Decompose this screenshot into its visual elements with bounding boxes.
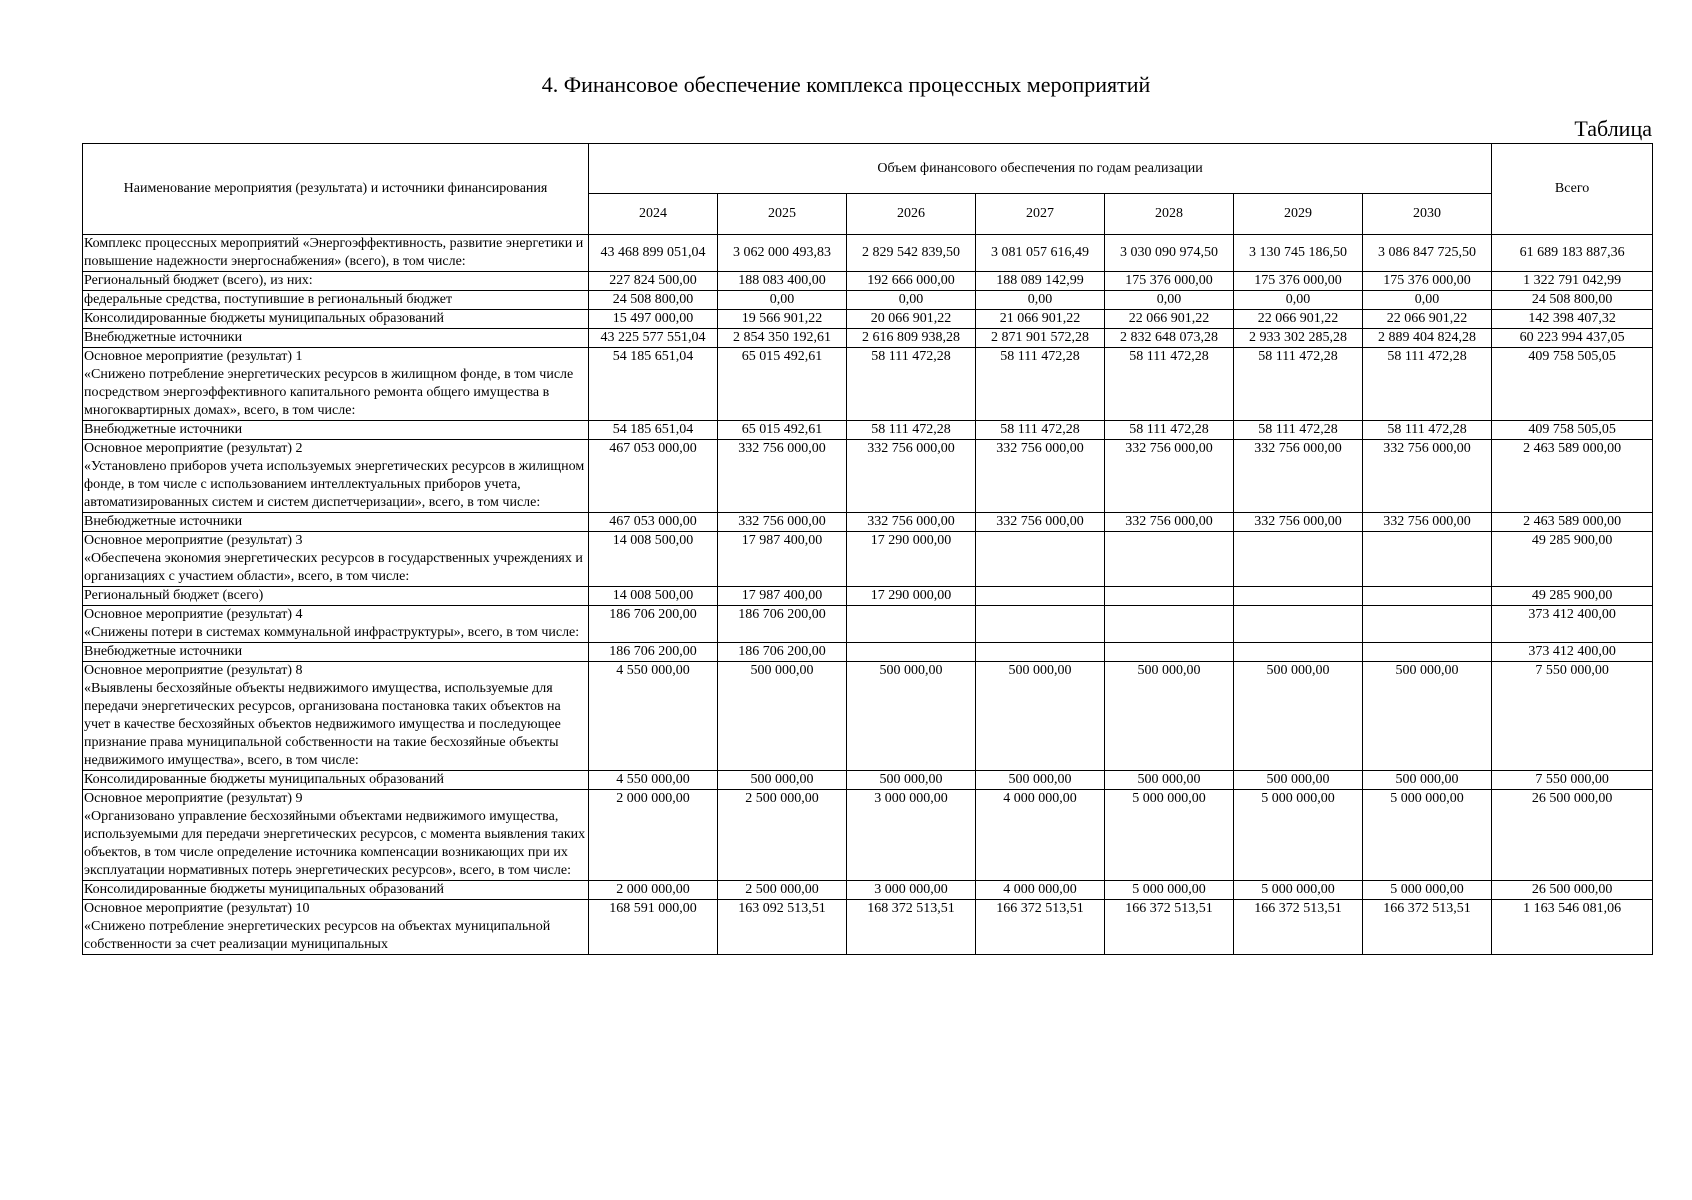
total-cell: 373 412 400,00 xyxy=(1492,606,1653,643)
row-name-cell: Региональный бюджет (всего), из них: xyxy=(83,272,589,291)
row-name-cell: Основное мероприятие (результат) 1 «Снижено потребление энергетических ресурсов в жилищном фонде, в том числе посредством энергоэффективного капитального ремонта общего имущества в многоквартирных домах», всего, в том числе: xyxy=(83,348,589,421)
value-cell: 3 081 057 616,49 xyxy=(976,235,1105,272)
value-cell: 332 756 000,00 xyxy=(847,440,976,513)
value-cell: 500 000,00 xyxy=(1105,771,1234,790)
value-cell: 58 111 472,28 xyxy=(1234,421,1363,440)
value-cell: 186 706 200,00 xyxy=(718,606,847,643)
value-cell: 4 000 000,00 xyxy=(976,881,1105,900)
value-cell: 22 066 901,22 xyxy=(1105,310,1234,329)
value-cell: 188 083 400,00 xyxy=(718,272,847,291)
table-row xyxy=(83,310,1653,329)
row-name-cell: Консолидированные бюджеты муниципальных образований xyxy=(83,310,589,329)
value-cell: 332 756 000,00 xyxy=(976,513,1105,532)
value-cell: 4 550 000,00 xyxy=(589,662,718,771)
table-row xyxy=(83,513,1653,532)
value-cell: 2 889 404 824,28 xyxy=(1363,329,1492,348)
row-name-cell: Основное мероприятие (результат) 9 «Организовано управление бесхозяйными объектами недвижимого имущества, используемыми для передачи энергетических ресурсов, с момента выявления таких объектов, в том числе определение источника компенсации возникающих при их эксплуатации нормативных потерь энергетических ресурсов», всего, в том числе: xyxy=(83,790,589,881)
row-name-cell: Основное мероприятие (результат) 2 «Установлено приборов учета используемых энергетических ресурсов в жилищном фонде, в том числе с использованием интеллектуальных приборов учета, автоматизированных систем и систем диспетчеризации», всего, в том числе: xyxy=(83,440,589,513)
value-cell: 166 372 513,51 xyxy=(1234,900,1363,955)
row-name-cell: Внебюджетные источники xyxy=(83,329,589,348)
value-cell: 17 987 400,00 xyxy=(718,532,847,587)
value-cell: 332 756 000,00 xyxy=(1105,513,1234,532)
value-cell xyxy=(976,606,1105,643)
value-cell: 4 000 000,00 xyxy=(976,790,1105,881)
total-cell: 49 285 900,00 xyxy=(1492,587,1653,606)
table-row xyxy=(83,291,1653,310)
value-cell: 332 756 000,00 xyxy=(1363,513,1492,532)
value-cell: 5 000 000,00 xyxy=(1105,881,1234,900)
value-cell: 5 000 000,00 xyxy=(1234,881,1363,900)
value-cell: 2 854 350 192,61 xyxy=(718,329,847,348)
value-cell: 186 706 200,00 xyxy=(589,606,718,643)
table-row xyxy=(83,771,1653,790)
value-cell: 17 290 000,00 xyxy=(847,587,976,606)
value-cell: 500 000,00 xyxy=(847,771,976,790)
value-cell xyxy=(976,643,1105,662)
value-cell: 186 706 200,00 xyxy=(589,643,718,662)
total-cell: 49 285 900,00 xyxy=(1492,532,1653,587)
table-row xyxy=(83,235,1653,272)
value-cell xyxy=(847,643,976,662)
value-cell xyxy=(1234,532,1363,587)
total-cell: 142 398 407,32 xyxy=(1492,310,1653,329)
value-cell: 332 756 000,00 xyxy=(718,513,847,532)
total-cell: 2 463 589 000,00 xyxy=(1492,440,1653,513)
value-cell: 2 000 000,00 xyxy=(589,881,718,900)
value-cell: 2 871 901 572,28 xyxy=(976,329,1105,348)
value-cell: 2 616 809 938,28 xyxy=(847,329,976,348)
value-cell: 58 111 472,28 xyxy=(847,421,976,440)
value-cell: 175 376 000,00 xyxy=(1363,272,1492,291)
value-cell: 227 824 500,00 xyxy=(589,272,718,291)
column-header-years-group: Объем финансового обеспечения по годам реализации xyxy=(589,144,1492,194)
value-cell: 175 376 000,00 xyxy=(1234,272,1363,291)
value-cell xyxy=(1363,643,1492,662)
value-cell: 166 372 513,51 xyxy=(976,900,1105,955)
value-cell: 17 290 000,00 xyxy=(847,532,976,587)
value-cell xyxy=(1105,587,1234,606)
value-cell: 500 000,00 xyxy=(718,662,847,771)
table-row xyxy=(83,587,1653,606)
table-row xyxy=(83,421,1653,440)
value-cell: 500 000,00 xyxy=(1363,662,1492,771)
table-row xyxy=(83,881,1653,900)
value-cell: 332 756 000,00 xyxy=(1234,513,1363,532)
value-cell: 2 832 648 073,28 xyxy=(1105,329,1234,348)
table-body xyxy=(83,235,1653,955)
value-cell: 58 111 472,28 xyxy=(1363,421,1492,440)
column-header-year: 2027 xyxy=(976,194,1105,235)
value-cell xyxy=(976,587,1105,606)
value-cell xyxy=(1105,643,1234,662)
table-row xyxy=(83,532,1653,587)
column-header-year: 2029 xyxy=(1234,194,1363,235)
value-cell: 0,00 xyxy=(1363,291,1492,310)
total-cell: 1 322 791 042,99 xyxy=(1492,272,1653,291)
value-cell: 5 000 000,00 xyxy=(1234,790,1363,881)
value-cell: 2 500 000,00 xyxy=(718,881,847,900)
value-cell: 163 092 513,51 xyxy=(718,900,847,955)
value-cell xyxy=(1105,606,1234,643)
value-cell: 168 591 000,00 xyxy=(589,900,718,955)
total-cell: 409 758 505,05 xyxy=(1492,421,1653,440)
table-row xyxy=(83,329,1653,348)
value-cell: 332 756 000,00 xyxy=(1363,440,1492,513)
page-title: 4. Финансовое обеспечение комплекса процессных мероприятий xyxy=(541,72,1151,97)
value-cell: 0,00 xyxy=(1234,291,1363,310)
value-cell: 500 000,00 xyxy=(1234,771,1363,790)
value-cell: 58 111 472,28 xyxy=(1363,348,1492,421)
value-cell: 332 756 000,00 xyxy=(847,513,976,532)
value-cell: 15 497 000,00 xyxy=(589,310,718,329)
total-cell: 26 500 000,00 xyxy=(1492,790,1653,881)
value-cell: 0,00 xyxy=(976,291,1105,310)
value-cell: 175 376 000,00 xyxy=(1105,272,1234,291)
value-cell xyxy=(847,606,976,643)
financing-table xyxy=(82,143,1653,955)
total-cell: 26 500 000,00 xyxy=(1492,881,1653,900)
value-cell xyxy=(1363,606,1492,643)
row-name-cell: Внебюджетные источники xyxy=(83,643,589,662)
value-cell: 500 000,00 xyxy=(1363,771,1492,790)
total-cell: 373 412 400,00 xyxy=(1492,643,1653,662)
value-cell: 332 756 000,00 xyxy=(976,440,1105,513)
value-cell: 3 130 745 186,50 xyxy=(1234,235,1363,272)
value-cell xyxy=(1234,606,1363,643)
value-cell: 58 111 472,28 xyxy=(976,348,1105,421)
value-cell: 168 372 513,51 xyxy=(847,900,976,955)
row-name-cell: Консолидированные бюджеты муниципальных образований xyxy=(83,881,589,900)
row-name-cell: Основное мероприятие (результат) 3 «Обеспечена экономия энергетических ресурсов в государственных учреждениях и организациях с участием области», всего, в том числе: xyxy=(83,532,589,587)
value-cell: 500 000,00 xyxy=(1105,662,1234,771)
value-cell: 500 000,00 xyxy=(976,662,1105,771)
column-header-total: Всего xyxy=(1492,144,1653,235)
value-cell: 43 225 577 551,04 xyxy=(589,329,718,348)
row-name-cell: Основное мероприятие (результат) 8 «Выявлены бесхозяйные объекты недвижимого имущества, используемые для передачи энергетических ресурсов, организована постановка таких объектов на учет в качестве бесхозяйных объектов недвижимого имущества и последующее признание права муниципальной собственности на такие бесхозяйные объекты недвижимого имущества», всего, в том числе: xyxy=(83,662,589,771)
value-cell xyxy=(1363,587,1492,606)
total-cell: 61 689 183 887,36 xyxy=(1492,235,1653,272)
value-cell: 58 111 472,28 xyxy=(1105,348,1234,421)
value-cell: 4 550 000,00 xyxy=(589,771,718,790)
value-cell: 2 829 542 839,50 xyxy=(847,235,976,272)
table-caption: Таблица xyxy=(1574,116,1652,141)
table-row xyxy=(83,440,1653,513)
row-name-cell: Основное мероприятие (результат) 4 «Снижены потери в системах коммунальной инфраструктуры», всего, в том числе: xyxy=(83,606,589,643)
table-row xyxy=(83,643,1653,662)
value-cell: 500 000,00 xyxy=(976,771,1105,790)
total-cell: 2 463 589 000,00 xyxy=(1492,513,1653,532)
table-row xyxy=(83,900,1653,955)
row-name-cell: Консолидированные бюджеты муниципальных образований xyxy=(83,771,589,790)
value-cell: 166 372 513,51 xyxy=(1105,900,1234,955)
value-cell: 58 111 472,28 xyxy=(1105,421,1234,440)
value-cell: 22 066 901,22 xyxy=(1363,310,1492,329)
value-cell: 22 066 901,22 xyxy=(1234,310,1363,329)
value-cell: 3 086 847 725,50 xyxy=(1363,235,1492,272)
value-cell: 19 566 901,22 xyxy=(718,310,847,329)
value-cell: 58 111 472,28 xyxy=(847,348,976,421)
value-cell xyxy=(1234,643,1363,662)
value-cell: 332 756 000,00 xyxy=(1105,440,1234,513)
value-cell: 5 000 000,00 xyxy=(1363,881,1492,900)
value-cell: 14 008 500,00 xyxy=(589,532,718,587)
value-cell xyxy=(1234,587,1363,606)
value-cell: 3 000 000,00 xyxy=(847,881,976,900)
value-cell: 192 666 000,00 xyxy=(847,272,976,291)
total-cell: 7 550 000,00 xyxy=(1492,662,1653,771)
value-cell: 0,00 xyxy=(847,291,976,310)
value-cell: 5 000 000,00 xyxy=(1105,790,1234,881)
value-cell: 332 756 000,00 xyxy=(1234,440,1363,513)
value-cell: 54 185 651,04 xyxy=(589,348,718,421)
value-cell: 166 372 513,51 xyxy=(1363,900,1492,955)
row-name-cell: Внебюджетные источники xyxy=(83,421,589,440)
value-cell: 500 000,00 xyxy=(718,771,847,790)
value-cell: 0,00 xyxy=(1105,291,1234,310)
total-cell: 7 550 000,00 xyxy=(1492,771,1653,790)
value-cell: 65 015 492,61 xyxy=(718,348,847,421)
value-cell xyxy=(1105,532,1234,587)
total-cell: 409 758 505,05 xyxy=(1492,348,1653,421)
value-cell: 24 508 800,00 xyxy=(589,291,718,310)
table-header-row xyxy=(83,144,1653,194)
value-cell: 54 185 651,04 xyxy=(589,421,718,440)
table-row xyxy=(83,606,1653,643)
value-cell: 3 030 090 974,50 xyxy=(1105,235,1234,272)
row-name-cell: Внебюджетные источники xyxy=(83,513,589,532)
total-cell: 60 223 994 437,05 xyxy=(1492,329,1653,348)
column-header-year: 2030 xyxy=(1363,194,1492,235)
value-cell: 186 706 200,00 xyxy=(718,643,847,662)
value-cell: 21 066 901,22 xyxy=(976,310,1105,329)
value-cell: 500 000,00 xyxy=(847,662,976,771)
value-cell: 43 468 899 051,04 xyxy=(589,235,718,272)
column-header-year: 2028 xyxy=(1105,194,1234,235)
value-cell: 17 987 400,00 xyxy=(718,587,847,606)
value-cell: 3 062 000 493,83 xyxy=(718,235,847,272)
value-cell: 0,00 xyxy=(718,291,847,310)
table-row xyxy=(83,348,1653,421)
value-cell: 500 000,00 xyxy=(1234,662,1363,771)
value-cell: 467 053 000,00 xyxy=(589,440,718,513)
row-name-cell: Основное мероприятие (результат) 10 «Снижено потребление энергетических ресурсов на объектах муниципальной собственности за счет реализации муниципальных xyxy=(83,900,589,955)
value-cell: 2 000 000,00 xyxy=(589,790,718,881)
row-name-cell: Региональный бюджет (всего) xyxy=(83,587,589,606)
column-header-year: 2026 xyxy=(847,194,976,235)
value-cell xyxy=(1363,532,1492,587)
value-cell: 467 053 000,00 xyxy=(589,513,718,532)
value-cell: 65 015 492,61 xyxy=(718,421,847,440)
value-cell: 14 008 500,00 xyxy=(589,587,718,606)
value-cell: 58 111 472,28 xyxy=(1234,348,1363,421)
column-header-name: Наименование мероприятия (результата) и источники финансирования xyxy=(83,144,589,235)
value-cell xyxy=(976,532,1105,587)
table-row xyxy=(83,662,1653,771)
value-cell: 2 500 000,00 xyxy=(718,790,847,881)
total-cell: 24 508 800,00 xyxy=(1492,291,1653,310)
row-name-cell: федеральные средства, поступившие в региональный бюджет xyxy=(83,291,589,310)
value-cell: 332 756 000,00 xyxy=(718,440,847,513)
column-header-year: 2025 xyxy=(718,194,847,235)
value-cell: 2 933 302 285,28 xyxy=(1234,329,1363,348)
total-cell: 1 163 546 081,06 xyxy=(1492,900,1653,955)
value-cell: 20 066 901,22 xyxy=(847,310,976,329)
value-cell: 3 000 000,00 xyxy=(847,790,976,881)
value-cell: 188 089 142,99 xyxy=(976,272,1105,291)
value-cell: 5 000 000,00 xyxy=(1363,790,1492,881)
row-name-cell: Комплекс процессных мероприятий «Энергоэффективность, развитие энергетики и повышение надежности энергоснабжения» (всего), в том числе: xyxy=(83,235,589,272)
column-header-year: 2024 xyxy=(589,194,718,235)
value-cell: 58 111 472,28 xyxy=(976,421,1105,440)
table-row xyxy=(83,272,1653,291)
table-row xyxy=(83,790,1653,881)
